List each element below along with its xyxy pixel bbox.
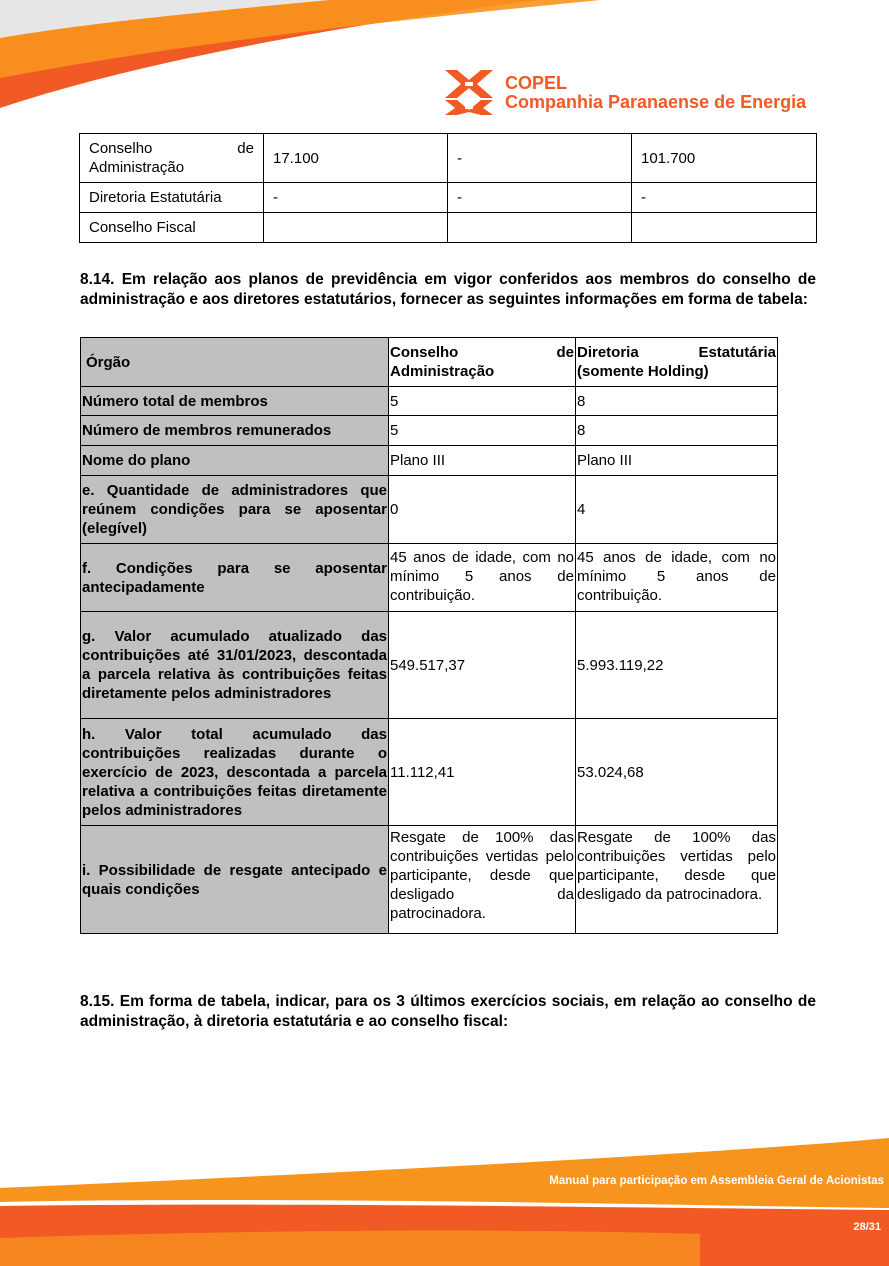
table-cell: - (632, 183, 817, 213)
row-label: Número de membros remunerados (81, 416, 389, 446)
table-cell: 45 anos de idade, com no mínimo 5 anos de contribuição. (576, 544, 778, 612)
table-cell (264, 213, 448, 243)
row-label: Número total de membros (81, 387, 389, 416)
section-8-15-heading: 8.15. Em forma de tabela, indicar, para os 3 últimos exercícios sociais, em relação ao conselho de administração, à diretoria estatutária e ao conselho fiscal: (80, 993, 816, 1030)
table-cell: 8 (576, 387, 778, 416)
table-cell: 8 (576, 416, 778, 446)
logo-full-name: Companhia Paranaense de Energia (505, 92, 807, 112)
header-col1: Conselho de Administração (389, 338, 576, 387)
table-cell: 4 (576, 476, 778, 544)
table-cell: 549.517,37 (389, 612, 576, 719)
table-row (80, 183, 817, 213)
table-row (81, 544, 778, 612)
table-cell: 5.993.119,22 (576, 612, 778, 719)
table-cell: Plano III (389, 446, 576, 476)
table-cell: 101.700 (632, 134, 817, 183)
row-label: Conselho de Administração (80, 134, 264, 183)
row-label: Conselho Fiscal (80, 213, 264, 243)
table-cell: - (448, 183, 632, 213)
table-cell: Plano III (576, 446, 778, 476)
table-cell: 5 (389, 387, 576, 416)
table-cell: - (448, 134, 632, 183)
table-cell: Resgate de 100% das contribuições vertidas pelo participante, desde que desligado da patrocinadora. (389, 826, 576, 934)
table-cell: - (264, 183, 448, 213)
table-cell (448, 213, 632, 243)
row-label: g. Valor acumulado atualizado das contribuições até 31/01/2023, descontada a parcela relativa às contribuições feitas diretamente pelos administradores (81, 612, 389, 719)
table-row (80, 134, 817, 183)
section-8-14-heading: 8.14. Em relação aos planos de previdência em vigor conferidos aos membros do conselho de administração e aos diretores estatutários, fornecer as seguintes informações em forma de tabela: (80, 271, 816, 308)
table-row (81, 416, 778, 446)
row-label: e. Quantidade de administradores que reúnem condições para se aposentar (elegível) (81, 476, 389, 544)
table-row (81, 826, 778, 934)
table-row (81, 719, 778, 826)
row-label: Nome do plano (81, 446, 389, 476)
copel-logo-mark-icon (443, 68, 495, 116)
table-cell: Resgate de 100% das contribuições vertidas pelo participante, desde que desligado da patrocinadora. (576, 826, 778, 934)
table-cell: 11.112,41 (389, 719, 576, 826)
row-label: h. Valor total acumulado das contribuições realizadas durante o exercício de 2023, descontada a parcela relativa a contribuições feitas diretamente pelos administradores (81, 719, 389, 826)
table-row (81, 476, 778, 544)
table-cell: 53.024,68 (576, 719, 778, 826)
page-number: 28/31 (853, 1221, 881, 1233)
table-row (80, 213, 817, 243)
logo-short-name: COPEL (505, 73, 568, 93)
table-cell: 0 (389, 476, 576, 544)
table-cell: 45 anos de idade, com no mínimo 5 anos de contribuição. (389, 544, 576, 612)
table-row (81, 446, 778, 476)
compensation-table-continuation (79, 133, 817, 243)
table-cell: 17.100 (264, 134, 448, 183)
row-label: i. Possibilidade de resgate antecipado e quais condições (81, 826, 389, 934)
table-header-row (81, 338, 778, 387)
footer-swoosh (0, 1130, 889, 1266)
table-cell: 5 (389, 416, 576, 446)
footer-title: Manual para participação em Assembleia Geral de Acionistas (549, 1175, 884, 1187)
pension-plan-table (80, 337, 778, 934)
copel-logo (443, 68, 815, 118)
table-row (81, 612, 778, 719)
header-label: Órgão (81, 338, 389, 387)
row-label: Diretoria Estatutária (80, 183, 264, 213)
header-col2: Diretoria Estatutária (somente Holding) (576, 338, 778, 387)
table-cell (632, 213, 817, 243)
row-label: f. Condições para se aposentar antecipadamente (81, 544, 389, 612)
table-row (81, 387, 778, 416)
